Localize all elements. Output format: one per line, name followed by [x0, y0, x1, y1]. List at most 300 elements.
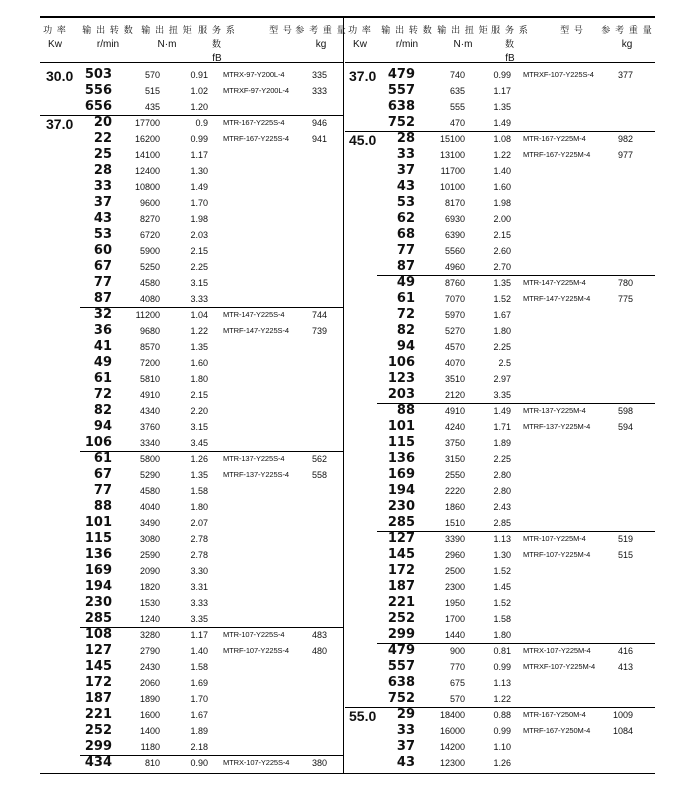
model-number: MTR-137-Y225S-4 [223, 454, 285, 463]
service-factor: 1.49 [190, 182, 208, 192]
service-factor: 1.35 [190, 342, 208, 352]
service-factor: 3.35 [493, 390, 511, 400]
model-number: MTR-167-Y225S-4 [223, 118, 285, 127]
output-speed: 172 [84, 675, 112, 690]
header-power [345, 24, 375, 52]
service-factor: 2.07 [190, 518, 208, 528]
service-factor: 1.49 [493, 118, 511, 128]
output-speed: 127 [84, 643, 112, 658]
header-torque-cn: 输 出 扭 矩 [437, 26, 489, 36]
service-factor: 2.85 [493, 518, 511, 528]
table-row [40, 467, 343, 483]
output-speed: 127 [387, 531, 415, 546]
table-row [345, 291, 655, 307]
header-speed-cn: 输 出 转 数 [381, 26, 433, 36]
output-speed: 77 [93, 275, 112, 290]
output-speed: 28 [93, 163, 112, 178]
model-number: MTR-107-Y225S-4 [223, 630, 285, 639]
service-factor: 1.26 [493, 758, 511, 768]
table-row [40, 227, 343, 243]
table-row [40, 579, 343, 595]
header-fb-unit: fB [212, 53, 222, 64]
header-speed [78, 24, 138, 52]
table-row [345, 547, 655, 563]
output-speed: 37 [93, 195, 112, 210]
service-factor: 2.15 [190, 390, 208, 400]
output-speed: 479 [387, 67, 415, 82]
header-weight-unit: kg [621, 39, 633, 50]
power-block [345, 707, 655, 771]
output-speed: 94 [396, 339, 415, 354]
service-factor: 3.45 [190, 438, 208, 448]
table-row [345, 643, 655, 659]
model-group [345, 707, 655, 771]
service-factor: 2.15 [493, 230, 511, 240]
table-row [40, 627, 343, 643]
service-factor: 2.25 [190, 262, 208, 272]
output-torque: 900 [449, 646, 465, 656]
service-factor: 0.99 [493, 70, 511, 80]
service-factor: 1.13 [493, 678, 511, 688]
table-row [345, 435, 655, 451]
table-row [40, 115, 343, 131]
right-table [345, 16, 655, 771]
table-row [345, 339, 655, 355]
header-speed-unit: r/min [96, 39, 120, 50]
output-speed: 43 [93, 211, 112, 226]
output-torque: 15100 [439, 134, 465, 144]
service-factor: 0.99 [493, 662, 511, 672]
table-row [345, 515, 655, 531]
model-number: MTRF-167-Y225S-4 [223, 134, 289, 143]
header-torque-unit: N·m [453, 39, 473, 50]
output-torque: 1180 [140, 742, 160, 752]
table-row [345, 627, 655, 643]
output-torque: 1400 [139, 726, 160, 736]
reference-weight: 598 [617, 406, 633, 416]
model-number: MTRX-107-Y225S-4 [223, 758, 290, 767]
table-row [40, 739, 343, 755]
output-torque: 4910 [444, 406, 465, 416]
output-speed: 36 [93, 323, 112, 338]
output-torque: 635 [449, 86, 465, 96]
service-factor: 1.58 [190, 662, 208, 672]
service-factor: 1.80 [493, 630, 511, 640]
power-block [40, 115, 343, 771]
header-fb [192, 24, 242, 66]
output-speed: 68 [396, 227, 415, 242]
model-group [40, 115, 343, 307]
output-speed: 299 [84, 739, 112, 754]
left-table [40, 16, 347, 771]
table-row [40, 563, 343, 579]
power-value: 30.0 [46, 68, 74, 84]
reference-weight: 982 [617, 134, 633, 144]
output-torque: 1700 [444, 614, 465, 624]
output-speed: 752 [387, 115, 415, 130]
output-torque: 1530 [139, 598, 160, 608]
service-factor: 1.30 [190, 166, 208, 176]
service-factor: 1.60 [493, 182, 511, 192]
header-weight-cn: 参 考 重 量 [601, 26, 653, 36]
header-weight [294, 24, 348, 52]
table-row [40, 179, 343, 195]
output-speed: 37 [396, 163, 415, 178]
output-speed: 43 [396, 179, 415, 194]
power-value: 37.0 [349, 68, 377, 84]
service-factor: 1.22 [190, 326, 208, 336]
table-row [40, 435, 343, 451]
reference-weight: 416 [617, 646, 633, 656]
table-row [345, 707, 655, 723]
model-group [40, 627, 343, 755]
output-torque: 1820 [139, 582, 160, 592]
output-speed: 77 [396, 243, 415, 258]
output-speed: 20 [93, 115, 112, 130]
output-torque: 675 [449, 678, 465, 688]
service-factor: 1.67 [493, 310, 511, 320]
output-speed: 638 [387, 99, 415, 114]
output-speed: 28 [396, 131, 415, 146]
header-speed-unit: r/min [395, 39, 419, 50]
table-row [40, 147, 343, 163]
output-torque: 8270 [139, 214, 160, 224]
output-speed: 169 [387, 467, 415, 482]
output-torque: 2060 [139, 678, 160, 688]
output-torque: 770 [449, 662, 465, 672]
output-torque: 5250 [139, 262, 160, 272]
service-factor: 0.88 [493, 710, 511, 720]
reference-weight: 377 [617, 70, 633, 80]
table-row [345, 755, 655, 771]
table-row [345, 563, 655, 579]
table-row [40, 195, 343, 211]
output-torque: 470 [449, 118, 465, 128]
table-row [345, 403, 655, 419]
service-factor: 1.49 [493, 406, 511, 416]
output-torque: 4580 [139, 278, 160, 288]
output-speed: 187 [84, 691, 112, 706]
output-speed: 62 [396, 211, 415, 226]
table-row [345, 595, 655, 611]
table-row [345, 723, 655, 739]
output-torque: 5560 [444, 246, 465, 256]
table-row [345, 323, 655, 339]
output-speed: 557 [387, 659, 415, 674]
model-group [345, 403, 655, 531]
table-row [40, 387, 343, 403]
output-speed: 33 [396, 147, 415, 162]
power-value: 37.0 [46, 116, 74, 132]
header-speed-cn: 输 出 转 数 [82, 26, 134, 36]
reference-weight: 744 [311, 310, 327, 320]
reference-weight: 333 [311, 86, 327, 96]
output-torque: 5970 [444, 310, 465, 320]
table-row [40, 691, 343, 707]
output-speed: 43 [396, 755, 415, 770]
header-torque-unit: N·m [157, 39, 177, 50]
output-torque: 5290 [139, 470, 160, 480]
output-speed: 82 [93, 403, 112, 418]
output-torque: 6390 [444, 230, 465, 240]
header-fb-cn: 服 务 系 数 [491, 26, 529, 50]
header-torque [435, 24, 491, 52]
model-number: MTRF-137-Y225M-4 [523, 422, 591, 431]
output-speed: 72 [396, 307, 415, 322]
service-factor: 1.35 [493, 278, 511, 288]
output-speed: 169 [84, 563, 112, 578]
table-row [345, 227, 655, 243]
model-group [345, 67, 655, 131]
table-row [40, 131, 343, 147]
output-torque: 1510 [444, 518, 465, 528]
header-weight [599, 24, 655, 52]
output-torque: 2300 [444, 582, 465, 592]
output-torque: 570 [449, 694, 465, 704]
output-speed: 638 [387, 675, 415, 690]
service-factor: 1.80 [190, 502, 208, 512]
output-torque: 1240 [139, 614, 160, 624]
bottom-rule [40, 773, 655, 774]
output-torque: 4070 [444, 358, 465, 368]
table-row [345, 371, 655, 387]
output-speed: 230 [84, 595, 112, 610]
table-row [40, 323, 343, 339]
reference-weight: 519 [617, 534, 633, 544]
model-number: MTRF-107-Y225M-4 [523, 550, 591, 559]
output-speed: 87 [396, 259, 415, 274]
output-speed: 53 [396, 195, 415, 210]
output-torque: 2790 [139, 646, 160, 656]
model-group [345, 131, 655, 275]
table-row [40, 483, 343, 499]
service-factor: 1.71 [493, 422, 511, 432]
table-row [40, 675, 343, 691]
header-weight-unit: kg [315, 39, 327, 50]
reference-weight: 558 [311, 470, 327, 480]
reference-weight: 562 [311, 454, 327, 464]
output-speed: 115 [84, 531, 112, 546]
power-value: 45.0 [349, 132, 377, 148]
service-factor: 1.89 [493, 438, 511, 448]
header-fb [485, 24, 535, 66]
service-factor: 2.97 [493, 374, 511, 384]
service-factor: 2.18 [190, 742, 208, 752]
output-torque: 2500 [444, 566, 465, 576]
table-row [345, 739, 655, 755]
service-factor: 1.98 [493, 198, 511, 208]
reference-weight: 780 [617, 278, 633, 288]
model-number: MTRF-167-Y250M-4 [523, 726, 591, 735]
output-torque: 5810 [139, 374, 160, 384]
table-row [40, 99, 343, 115]
table-row [345, 355, 655, 371]
table-row [345, 243, 655, 259]
output-speed: 101 [84, 515, 112, 530]
output-torque: 2220 [444, 486, 465, 496]
model-number: MTRF-147-Y225S-4 [223, 326, 289, 335]
model-number: MTRXF-97-Y200L-4 [223, 86, 289, 95]
output-torque: 4960 [444, 262, 465, 272]
output-torque: 555 [449, 102, 465, 112]
table-row [345, 179, 655, 195]
output-speed: 503 [84, 67, 112, 82]
header-power-cn: 功 率 [348, 26, 372, 36]
table-row [40, 707, 343, 723]
output-torque: 4240 [444, 422, 465, 432]
table-row [345, 67, 655, 83]
output-torque: 7070 [444, 294, 465, 304]
table-row [345, 387, 655, 403]
output-speed: 106 [84, 435, 112, 450]
model-number: MTR-147-Y225S-4 [223, 310, 285, 319]
service-factor: 1.17 [190, 630, 208, 640]
output-torque: 3510 [444, 374, 465, 384]
service-factor: 2.25 [493, 454, 511, 464]
service-factor: 1.13 [493, 534, 511, 544]
model-group [40, 67, 343, 115]
service-factor: 0.81 [493, 646, 511, 656]
output-speed: 252 [84, 723, 112, 738]
output-torque: 8760 [444, 278, 465, 288]
column-divider [343, 16, 344, 774]
service-factor: 1.52 [493, 598, 511, 608]
output-speed: 230 [387, 499, 415, 514]
output-torque: 16000 [439, 726, 465, 736]
output-speed: 187 [387, 579, 415, 594]
table-row [40, 499, 343, 515]
output-speed: 101 [387, 419, 415, 434]
service-factor: 1.69 [190, 678, 208, 688]
model-number: MTRXF-107-Y225M-4 [523, 662, 596, 671]
table-row [345, 275, 655, 291]
service-factor: 1.17 [493, 86, 511, 96]
table-row [40, 355, 343, 371]
reference-weight: 946 [311, 118, 327, 128]
reference-weight: 1084 [612, 726, 633, 736]
service-factor: 1.45 [493, 582, 511, 592]
service-factor: 1.10 [493, 742, 511, 752]
model-number: MTR-137-Y225M-4 [523, 406, 586, 415]
table-row [40, 531, 343, 547]
header-power-unit: Kw [48, 39, 62, 50]
table-row [40, 339, 343, 355]
header-model-cn: 型 号 [269, 26, 293, 36]
output-torque: 2550 [444, 470, 465, 480]
output-speed: 252 [387, 611, 415, 626]
table-row [345, 691, 655, 707]
reference-weight: 775 [617, 294, 633, 304]
output-torque: 14200 [439, 742, 465, 752]
output-speed: 221 [84, 707, 112, 722]
reference-weight: 739 [311, 326, 327, 336]
service-factor: 2.70 [493, 262, 511, 272]
output-speed: 221 [387, 595, 415, 610]
output-torque: 9680 [139, 326, 160, 336]
output-torque: 570 [144, 70, 160, 80]
table-row [345, 195, 655, 211]
header-weight-cn: 参 考 重 量 [295, 26, 347, 36]
output-torque: 17700 [134, 118, 160, 128]
service-factor: 1.30 [493, 550, 511, 560]
output-speed: 656 [84, 99, 112, 114]
output-speed: 53 [93, 227, 112, 242]
table-row [40, 243, 343, 259]
service-factor: 1.58 [493, 614, 511, 624]
output-speed: 172 [387, 563, 415, 578]
output-torque: 5270 [444, 326, 465, 336]
model-group [40, 451, 343, 627]
service-factor: 1.35 [493, 102, 511, 112]
left-table-body [40, 63, 343, 771]
header-power-unit: Kw [353, 39, 367, 50]
output-torque: 3390 [444, 534, 465, 544]
table-row [40, 371, 343, 387]
table-row [40, 515, 343, 531]
output-speed: 479 [387, 643, 415, 658]
table-row [40, 291, 343, 307]
header-power-cn: 功 率 [43, 26, 67, 36]
service-factor: 1.22 [493, 150, 511, 160]
output-speed: 88 [93, 499, 112, 514]
service-factor: 3.31 [190, 582, 208, 592]
service-factor: 1.08 [493, 134, 511, 144]
output-torque: 13100 [439, 150, 465, 160]
output-torque: 6720 [139, 230, 160, 240]
output-speed: 108 [84, 627, 112, 642]
output-speed: 194 [387, 483, 415, 498]
service-factor: 2.80 [493, 486, 511, 496]
output-speed: 434 [84, 755, 112, 770]
model-number: MTR-147-Y225M-4 [523, 278, 586, 287]
table-row [345, 307, 655, 323]
table-row [40, 163, 343, 179]
output-speed: 82 [396, 323, 415, 338]
output-speed: 136 [387, 451, 415, 466]
output-torque: 11700 [440, 166, 465, 176]
output-torque: 1890 [139, 694, 160, 704]
output-torque: 515 [144, 86, 160, 96]
output-speed: 136 [84, 547, 112, 562]
service-factor: 2.00 [493, 214, 511, 224]
service-factor: 1.40 [493, 166, 511, 176]
table-row [40, 67, 343, 83]
table-row [40, 547, 343, 563]
output-torque: 9600 [139, 198, 160, 208]
table-row [40, 419, 343, 435]
right-table-body [345, 63, 655, 771]
model-number: MTRF-137-Y225S-4 [223, 470, 289, 479]
output-speed: 106 [387, 355, 415, 370]
table-row [345, 259, 655, 275]
output-torque: 1600 [139, 710, 160, 720]
output-torque: 2590 [139, 550, 160, 560]
output-speed: 61 [93, 451, 112, 466]
service-factor: 0.90 [190, 758, 208, 768]
output-speed: 33 [396, 723, 415, 738]
output-torque: 3760 [139, 422, 160, 432]
table-row [345, 579, 655, 595]
output-speed: 60 [93, 243, 112, 258]
service-factor: 1.60 [190, 358, 208, 368]
output-torque: 435 [144, 102, 160, 112]
table-row [345, 499, 655, 515]
reference-weight: 413 [617, 662, 633, 672]
service-factor: 1.20 [190, 102, 208, 112]
service-factor: 2.25 [493, 342, 511, 352]
service-factor: 1.70 [190, 694, 208, 704]
table-row [40, 755, 343, 771]
